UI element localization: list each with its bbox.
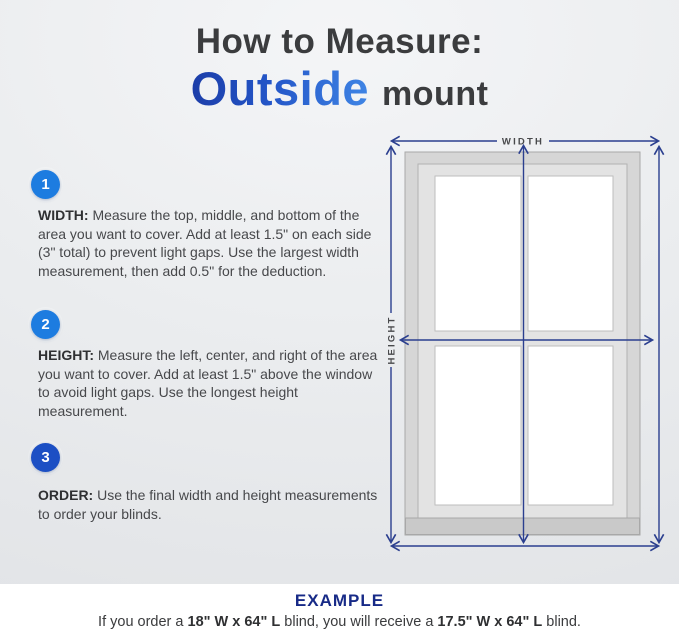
step-3-text [38,486,378,523]
step-1-number: 1 [41,176,50,193]
window-sill [406,518,640,535]
example-ordered-size: 18" W x 64" L [187,614,281,630]
width-arrow-top [392,137,658,148]
height-arrow-left [387,147,398,542]
example-part-5: blind. [542,614,581,630]
example-line [0,614,679,630]
example-received-size: 17.5" W x 64" L [437,614,543,630]
step-3-body: Use the final width and height measurements to order your blinds. [38,487,378,522]
step-3-number: 3 [41,449,50,466]
example-heading: EXAMPLE [294,591,385,610]
window-diagram [375,123,675,563]
window-pane-bottom-left [435,346,521,505]
step-2-body: Measure the left, center, and right of the area you want to cover. Add at least 1.5" above the window to avoid light gaps. Use the longest height measurement. [38,347,378,419]
page-title [0,24,679,116]
width-label: WIDTH [501,136,545,148]
title-suffix: mount [382,74,489,113]
step-2-number: 2 [41,316,50,333]
example-part-3: blind, you will receive a [280,614,438,630]
window-pane-top-right [528,176,613,331]
title-line-2 [0,61,679,116]
title-line-1: How to Measure: [195,22,484,61]
step-3-label: ORDER: [38,487,94,503]
window [405,152,640,535]
step-3-badge [31,443,60,472]
step-1-text [38,206,378,280]
example-part-1: If you order a [98,614,188,630]
window-pane-bottom-right [528,346,613,505]
step-1-label: WIDTH: [38,207,89,223]
example-footer [0,584,679,644]
step-2-badge [31,310,60,339]
step-2-label: HEIGHT: [38,347,94,363]
step-1-body: Measure the top, middle, and bottom of the area you want to cover. Add at least 1.5" on each side (3" total) to prevent light gaps. Use the largest width measurement, then add 0.5" for the deduction. [38,207,372,279]
title-highlight: Outside [190,61,370,115]
step-1-badge [31,170,60,199]
step-2-text [38,346,382,420]
height-label: HEIGHT [386,315,398,365]
window-pane-top-left [435,176,521,331]
